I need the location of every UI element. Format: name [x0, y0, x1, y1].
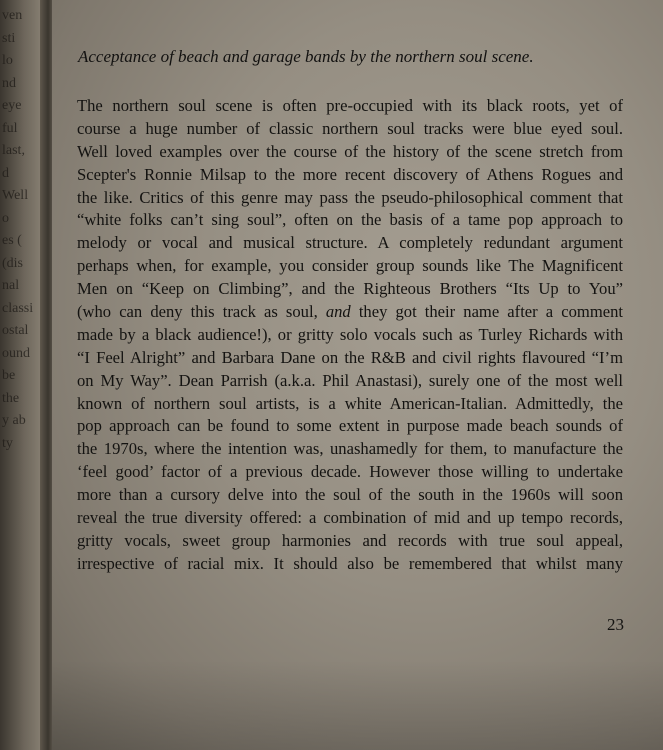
text-segment: known of northern soul artists, is a white American-Italian. Admittedly, the: [77, 393, 623, 413]
text-line: [77, 370, 623, 393]
facing-page-fragment: es (: [2, 233, 22, 248]
text-line: [77, 141, 623, 164]
facing-page-fragment: classi: [2, 300, 34, 316]
facing-page-fragment: the: [2, 390, 20, 406]
text-line: [77, 461, 623, 484]
text-line: [77, 95, 623, 118]
text-segment: gritty vocals, sweet group harmonies and records with true soul appeal,: [77, 530, 623, 550]
page-number: 23: [607, 615, 624, 634]
facing-page-fragment: ven: [2, 8, 23, 23]
text-segment: on My Way”. Dean Parrish (a.k.a. Phil Anastasi), surely one of the most well: [77, 370, 623, 390]
text-line: [77, 187, 623, 210]
text-segment: they got their name after a comment: [350, 302, 623, 322]
text-segment: ‘feel good’ factor of a previous decade. However those willing to undertake: [77, 462, 623, 482]
text-line: [77, 118, 623, 141]
facing-page-fragment: Well: [2, 188, 29, 203]
text-segment: Scepter's Ronnie Milsap to the more recent discovery of Athens Rogues and: [77, 164, 623, 184]
text-line: [77, 278, 623, 301]
text-line: [77, 484, 623, 507]
text-line: [77, 530, 623, 553]
text-segment: Men on “Keep on Climbing”, and the Righteous Brothers “Its Up to You”: [77, 279, 623, 299]
facing-page-fragment: sti: [2, 30, 16, 46]
text-line: [77, 553, 623, 576]
text-segment: The northern soul scene is often pre-occupied with its black roots, yet of: [77, 96, 623, 115]
facing-page-fragment: ful: [2, 120, 18, 136]
facing-page-fragment: be: [2, 368, 16, 383]
text-segment: made by a black audience!), or gritty solo vocals such as Turley Richards with: [77, 324, 623, 344]
text-segment: perhaps when, for example, you consider group sounds like The Magnificent: [77, 256, 623, 276]
book-page: [52, 0, 663, 750]
text-segment: more than a cursory delve into the soul of the south in the 1960s will soon: [77, 485, 623, 505]
facing-page-fragment: y ab: [2, 413, 26, 428]
italic-emphasis: and: [325, 302, 351, 322]
facing-page-fragment: o: [2, 210, 9, 226]
text-segment: the like. Critics of this genre may pass the pseudo-philosophical comment that: [77, 187, 623, 207]
text-line: [77, 255, 623, 278]
text-segment: pop approach can be found to some extent in purpose made beach sounds of: [77, 416, 623, 436]
facing-page-edge: [0, 0, 44, 750]
text-line: [77, 164, 623, 187]
text-segment: the 1970s, where the intention was, unashamedly for them, to manufacture the: [77, 439, 623, 459]
facing-page-fragment: ty: [2, 435, 13, 451]
text-segment: course a huge number of classic northern soul tracks were blue eyed soul.: [77, 118, 623, 138]
facing-page-fragment: nd: [2, 75, 16, 91]
facing-page-fragment: d: [2, 165, 9, 181]
text-line: [77, 393, 623, 416]
text-segment: Well loved examples over the course of the history of the scene stretch from: [77, 141, 623, 161]
facing-page-fragment: nal: [2, 278, 20, 293]
facing-page-fragment: eye: [2, 98, 22, 113]
text-line: [77, 507, 623, 530]
text-segment: irrespective of racial mix. It should also be remembered that whilst many: [77, 553, 623, 573]
facing-page-fragment: ound: [2, 345, 30, 361]
text-line: [77, 347, 623, 370]
text-line: [77, 438, 623, 461]
text-line: [77, 415, 623, 438]
section-heading: Acceptance of beach and garage bands by the northern soul scene.: [78, 47, 534, 66]
facing-page-fragment: (dis: [2, 255, 23, 271]
text-line: [77, 232, 623, 255]
text-segment: melody or vocal and musical structure. A completely redundant argument: [77, 233, 623, 253]
facing-page-fragment: last,: [2, 143, 25, 158]
facing-page-fragment: lo: [2, 53, 13, 68]
text-line: [77, 301, 623, 324]
body-paragraph: [77, 95, 623, 576]
text-segment: “I Feel Alright” and Barbara Dane on the R&B and civil rights flavoured “I’m: [77, 347, 623, 367]
text-segment: (who can deny this track as soul,: [77, 302, 326, 322]
text-segment: “white folks can’t sing soul”, often on the basis of a tame pop approach to: [77, 210, 623, 230]
text-segment: reveal the true diversity offered: a combination of mid and up tempo records,: [77, 508, 623, 528]
facing-page-fragment: ostal: [2, 323, 29, 338]
text-line: [77, 209, 623, 232]
text-line: [77, 324, 623, 347]
